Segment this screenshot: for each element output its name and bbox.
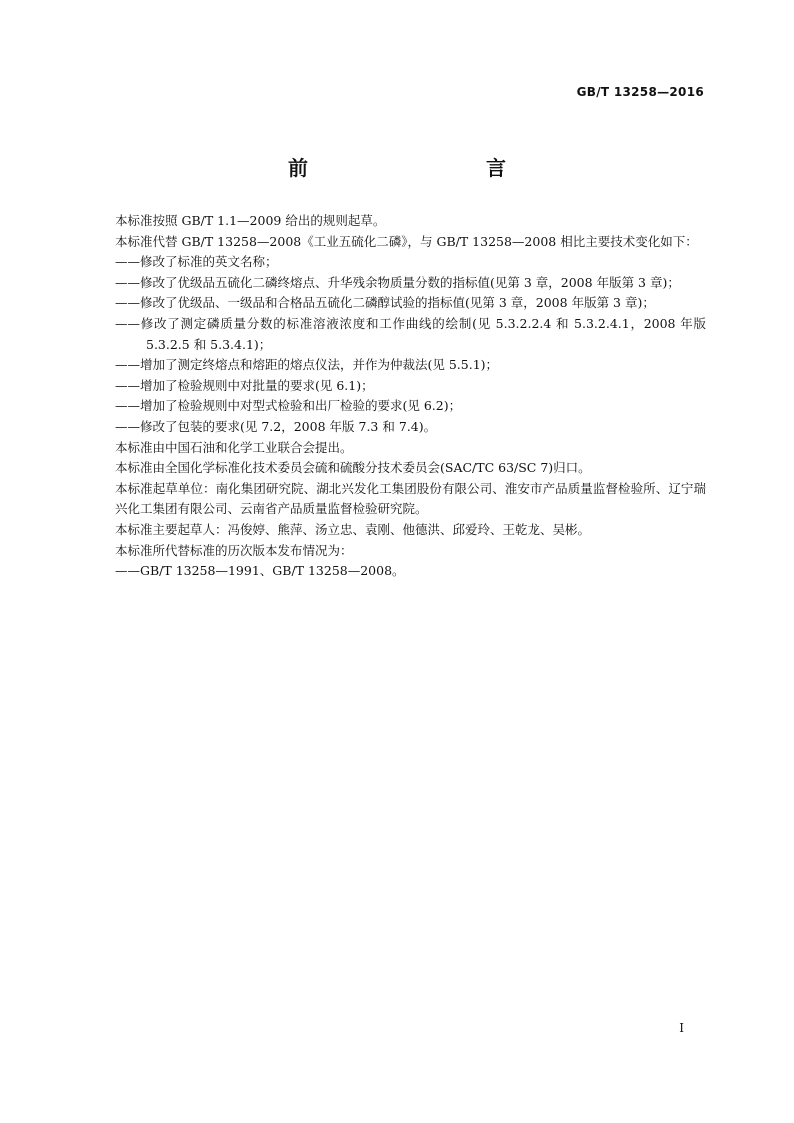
change-item-phosphorus-standard: ——修改了测定磷质量分数的标准溶液浓度和工作曲线的绘制(见 5.3.2.2.4 和 5.3.2.4.1，2008 年版 5.3.2.5 和 5.3.4.1)； xyxy=(115,315,706,352)
paragraph-drafting-rules: 本标准按照 GB/T 1.1—2009 给出的规则起草。 xyxy=(115,213,386,228)
paragraph-history-intro: 本标准所代替标准的历次版本发布情况为： xyxy=(115,542,353,558)
paragraph-proposer: 本标准由中国石油和化学工业联合会提出。 xyxy=(115,439,353,455)
history-item-versions: ——GB/T 13258—1991、GB/T 13258—2008。 xyxy=(115,563,405,579)
paragraph-committee: 本标准由全国化学标准化技术委员会硫和硫酸分技术委员会(SAC/TC 63/SC 7)归口。 xyxy=(115,460,591,476)
paragraph-drafting-units: 本标准起草单位：南化集团研究院、湖北兴发化工集团股份有限公司、淮安市产品质量监督检验所、辽宁瑞兴化工集团有限公司、云南省产品质量监督检验研究院。 xyxy=(115,480,706,517)
page-title: 前 言 xyxy=(288,156,552,180)
change-item-batch: ——增加了检验规则中对批量的要求(见 6.1)； xyxy=(115,377,374,393)
standard-code: GB/T 13258—2016 xyxy=(576,85,704,99)
paragraph-drafters: 本标准主要起草人：冯俊婷、熊萍、汤立忠、袁刚、他德洪、邱爱玲、王乾龙、吴彬。 xyxy=(115,521,591,537)
change-item-inspection: ——增加了检验规则中对型式检验和出厂检验的要求(见 6.2)； xyxy=(115,398,462,414)
page-number: I xyxy=(679,1021,684,1035)
change-item-melting-point: ——修改了优级品五硫化二磷终熔点、升华残余物质量分数的指标值(见第 3 章，2008 年版第 3 章)； xyxy=(115,274,680,290)
change-item-alcohol-test: ——修改了优级品、一级品和合格品五硫化二磷醇试验的指标值(见第 3 章，2008 年版第 3 章)； xyxy=(115,295,655,311)
foreword-body xyxy=(88,211,706,582)
change-item-melting-apparatus: ——增加了测定终熔点和熔距的熔点仪法，并作为仲裁法(见 5.5.1)； xyxy=(115,357,499,373)
change-item-english-name: ——修改了标准的英文名称； xyxy=(115,254,278,270)
change-item-packaging: ——修改了包装的要求(见 7.2，2008 年版 7.3 和 7.4)。 xyxy=(115,418,437,434)
paragraph-replacement: 本标准代替 GB/T 13258—2008《工业五硫化二磷》，与 GB/T 13258—2008 相比主要技术变化如下： xyxy=(115,233,698,249)
